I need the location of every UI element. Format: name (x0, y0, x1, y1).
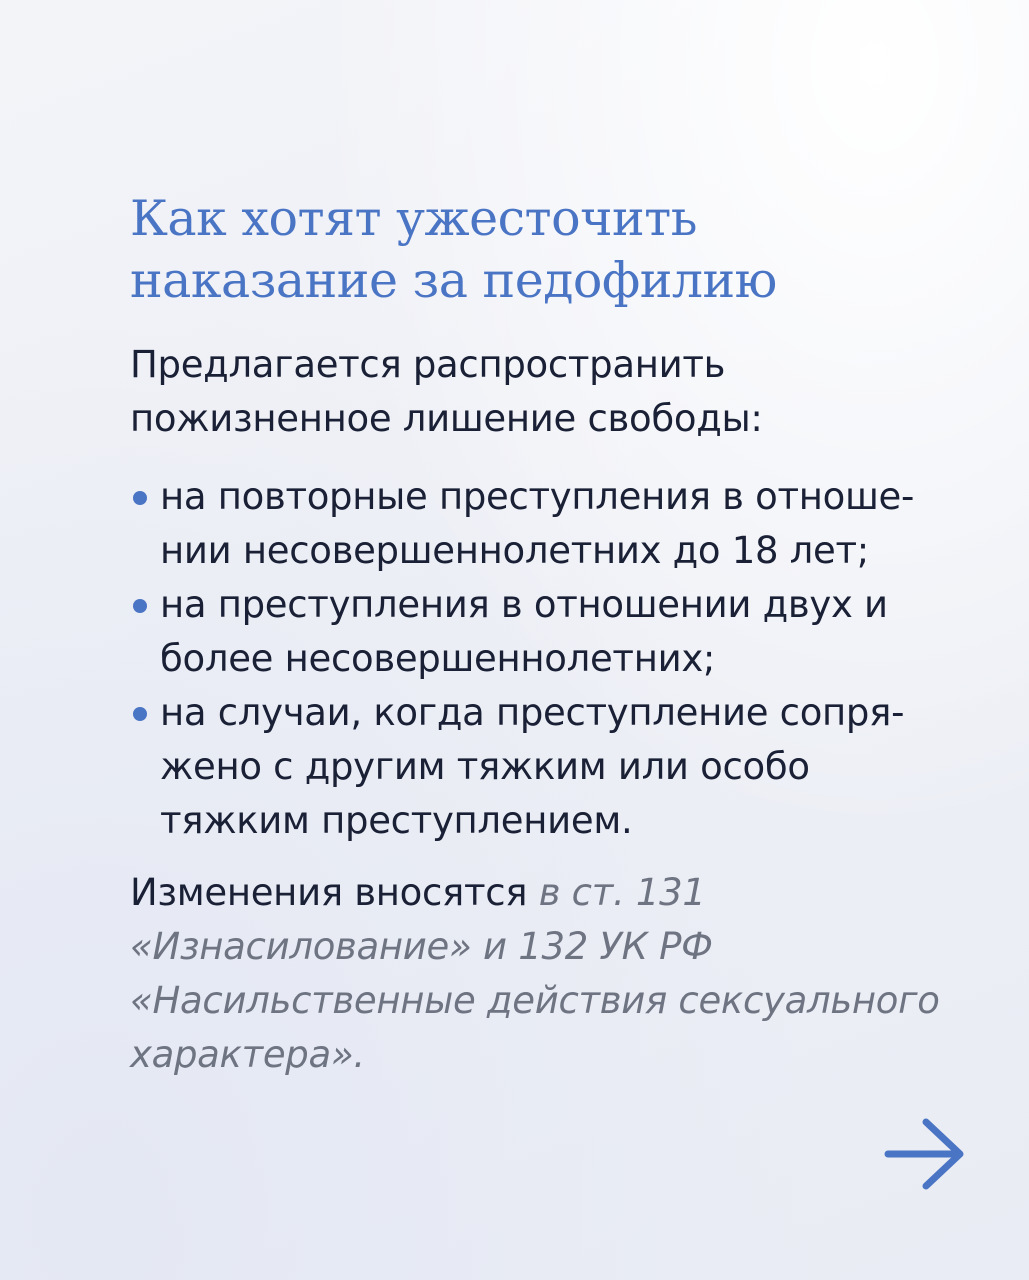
bullet-dot-icon (133, 599, 147, 613)
list-item (130, 470, 970, 578)
slide-title: Как хотят ужесточить наказание за педофилию (130, 190, 777, 309)
list-item (130, 686, 970, 848)
list-item-text: на повторные преступления в отноше-нии несовершеннолетних до 18 лет; (160, 475, 915, 572)
list-item-text: на преступления в отношении двух и более несовершеннолетних; (160, 583, 888, 680)
arrow-right-icon (884, 1116, 966, 1192)
intro-text: Предлагается распространить пожизненное лишение свободы: (130, 343, 763, 440)
bullet-dot-icon (133, 491, 147, 505)
list-item-text: на случаи, когда преступление сопря-жено с другим тяжким или особо тяжким преступлением. (160, 691, 905, 842)
list-item (130, 578, 970, 686)
measures-list (130, 470, 970, 848)
footnote (130, 866, 960, 1082)
footnote-lead: Изменения вносятся (130, 871, 539, 914)
bullet-dot-icon (133, 707, 147, 721)
next-slide-button[interactable] (884, 1116, 966, 1192)
law-reference: в ст. 131 «Изнасилование» и 132 УК РФ «Насильственные действия сексуального характера». (130, 871, 940, 1076)
